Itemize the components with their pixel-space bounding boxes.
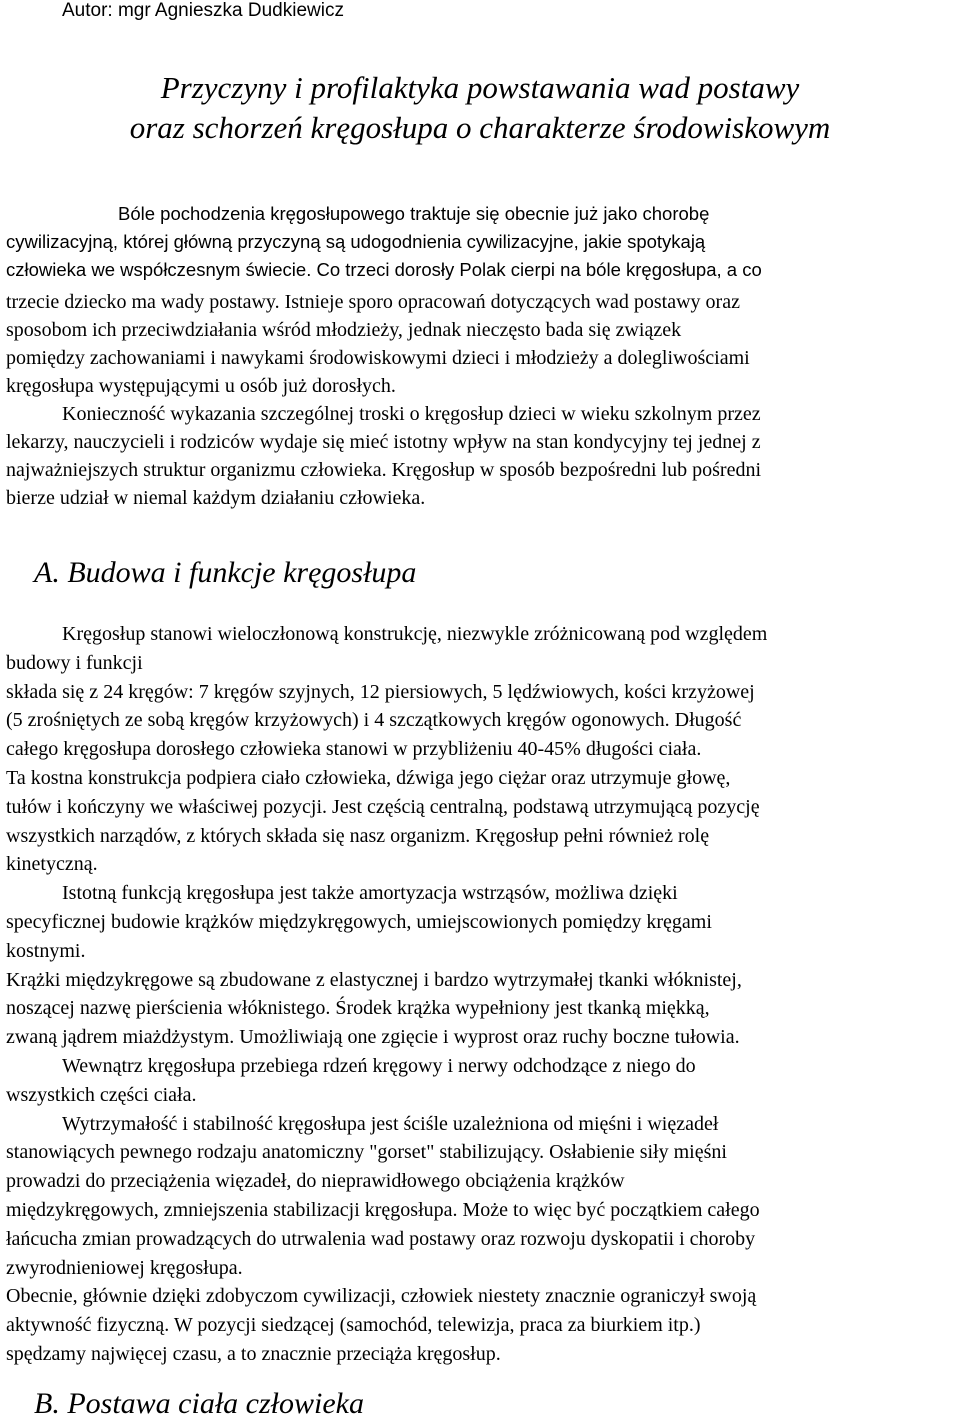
section-line: wszystkich narządów, z których składa się nasz organizm. Kręgosłup pełni również rolę xyxy=(6,824,710,847)
body-line: bierze udział w niemal każdym działaniu człowieka. xyxy=(6,487,426,509)
title-line-1: Przyczyny i profilaktyka powstawania wad postawy xyxy=(160,70,800,105)
section-line: stanowiących pewnego rodzaju anatomiczny "gorset" stabilizujący. Osłabienie siły mięśni xyxy=(6,1141,727,1164)
section-line: Ta kostna konstrukcja podpiera ciało człowieka, dźwiga jego ciężar oraz utrzymuje głowę, xyxy=(6,766,731,789)
section-heading-b xyxy=(34,1386,364,1422)
section-line: łańcucha zmian prowadzących do utrwalenia wad postawy oraz rozwoju dyskopatii i choroby xyxy=(6,1227,756,1250)
section-line: tułów i kończyny we właściwej pozycji. Jest częścią centralną, podstawą utrzymującą pozycję xyxy=(6,795,760,818)
section-line: Krążki międzykręgowe są zbudowane z elastycznej i bardzo wytrzymałej tkanki włóknistej, xyxy=(6,968,742,991)
body-line: sposobom ich przeciwdziałania wśród młodzieży, jednak nieczęsto bada się związek xyxy=(6,319,682,341)
section-line: Wewnątrz kręgosłupa przebiega rdzeń kręgowy i nerwy odchodzące z niego do xyxy=(62,1054,696,1077)
section-title: Postawa ciała człowieka xyxy=(67,1387,364,1420)
section-line: budowy i funkcji xyxy=(6,651,143,674)
section-line: międzykręgowych, zmniejszenia stabilizacji kręgosłupa. Może to więc być początkiem całego xyxy=(6,1198,760,1221)
intro-paragraph xyxy=(6,200,762,284)
section-line: prowadzi do przeciążenia więzadeł, do nieprawidłowego obciążenia krążków xyxy=(6,1170,625,1193)
section-line: spędzamy najwięcej czasu, a to znacznie przeciąża kręgosłup. xyxy=(6,1342,501,1365)
section-line: wszystkich części ciała. xyxy=(6,1083,197,1106)
section-line: zwaną jądrem miażdżystym. Umożliwiają one zgięcie i wyprost oraz ruchy boczne tułowia. xyxy=(6,1026,740,1049)
intro-line: cywilizacyjną, której główną przyczyną są udogodnienia cywilizacyjne, jakie spotykają xyxy=(6,231,706,252)
section-line: noszącej nazwę pierścienia włóknistego. Środek krążka wypełniony jest tkanką miękką, xyxy=(6,997,710,1020)
section-line: Kręgosłup stanowi wieloczłonową konstrukcję, niezwykle zróżnicowaną pod względem xyxy=(62,623,768,645)
section-line: zwyrodnieniowej kręgosłupa. xyxy=(6,1256,243,1279)
section-line: kostnymi. xyxy=(6,939,86,962)
section-heading-a xyxy=(34,555,416,591)
body-line: pomiędzy zachowaniami i nawykami środowiskowymi dzieci i młodzieży a dolegliwościami xyxy=(6,347,750,369)
body-line: najważniejszych struktur organizmu człowieka. Kręgosłup w sposób bezpośredni lub pośredni xyxy=(6,459,761,481)
title-line-2: oraz schorzeń kręgosłupa o charakterze środowiskowym xyxy=(129,110,831,145)
intro-line: człowieka we współczesnym świecie. Co trzeci dorosły Polak cierpi na bóle kręgosłupa, a co xyxy=(6,259,762,280)
body-line: kręgosłupa występującymi u osób już dorosłych. xyxy=(6,375,396,397)
section-line: (5 zrośniętych ze sobą kręgów krzyżowych) i 4 szczątkowych kręgów ogonowych. Długość xyxy=(6,709,742,732)
body-line: Konieczność wykazania szczególnej troski o kręgosłup dzieci w wieku szkolnym przez xyxy=(62,403,761,425)
section-line: aktywność fizyczną. W pozycji siedzącej (samochód, telewizja, praca za biurkiem itp.) xyxy=(6,1314,701,1337)
section-line: specyficznej budowie krążków międzykręgowych, umiejscowionych pomiędzy kręgami xyxy=(6,910,712,933)
section-line: Obecnie, głównie dzięki zdobyczom cywilizacji, człowiek niestety znacznie ograniczył swoją xyxy=(6,1285,757,1308)
section-line: całego kręgosłupa dorosłego człowieka stanowi w przybliżeniu 40-45% długości ciała. xyxy=(6,738,702,761)
body-paragraph xyxy=(6,288,761,512)
intro-line: Bóle pochodzenia kręgosłupowego traktuje się obecnie już jako chorobę xyxy=(118,203,710,224)
section-letter: A. xyxy=(34,556,60,589)
section-a-text xyxy=(6,620,767,1369)
author-line: Autor: mgr Agnieszka Dudkiewicz xyxy=(62,0,344,21)
section-line: Wytrzymałość i stabilność kręgosłupa jest ściśle uzależniona od mięśni i więzadeł xyxy=(62,1112,719,1135)
section-title: Budowa i funkcje kręgosłupa xyxy=(67,556,417,589)
section-letter: B. xyxy=(34,1387,60,1420)
body-line: trzecie dziecko ma wady postawy. Istnieje sporo opracowań dotyczących wad postawy oraz xyxy=(6,291,740,313)
section-line: kinetyczną. xyxy=(6,853,98,876)
body-line: lekarzy, nauczycieli i rodziców wydaje się mieć istotny wpływ na stan kondycyjny tej jednej z xyxy=(6,431,761,453)
section-line: składa się z 24 kręgów: 7 kręgów szyjnych, 12 piersiowych, 5 lędźwiowych, kości krzyżowej xyxy=(6,680,755,703)
section-line: Istotną funkcją kręgosłupa jest także amortyzacja wstrząsów, możliwa dzięki xyxy=(62,882,678,905)
document-title xyxy=(0,68,960,148)
